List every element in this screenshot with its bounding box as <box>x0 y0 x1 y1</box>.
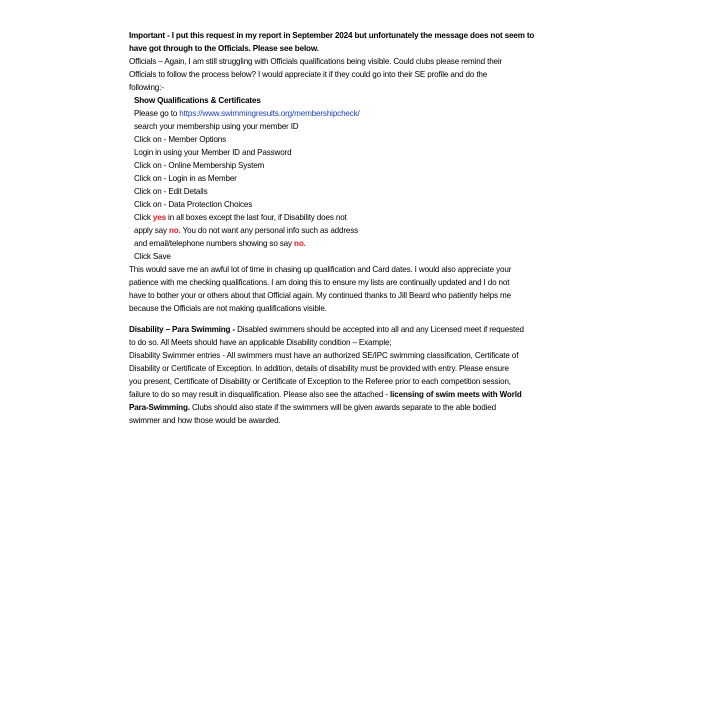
document-body <box>129 29 593 427</box>
step-search: search your membership using your member ID <box>134 122 299 131</box>
closing-paragraph-line: have to bother your or others about that Official again. My continued thanks to Jill Beard who patiently helps me <box>129 291 511 300</box>
important-notice-line: have got through to the Officials. Please see below. <box>129 44 319 53</box>
step-goto-prefix: Please go to <box>134 109 180 118</box>
step-email-no <box>129 237 593 250</box>
step-online-system: Click on - Online Membership System <box>134 161 265 170</box>
step-login: Login in using your Member ID and Password <box>134 148 292 157</box>
paragraph-spacer <box>129 315 593 323</box>
disability-line: to do so. All Meets should have an applicable Disability condition – Example; <box>129 338 392 347</box>
officials-paragraph-line: Officials – Again, I am still struggling with Officials qualifications being visible. Could clubs please remind their <box>129 57 503 66</box>
disability-line <box>129 323 593 336</box>
closing-paragraph-line: This would save me an awful lot of time in chasing up qualification and Card dates. I would also appreciate your <box>129 265 512 274</box>
closing-paragraph-line: patience with me checking qualifications. I am doing this to ensure my lists are continually updated and I do not <box>129 278 510 287</box>
step-click-save: Click Save <box>134 252 171 261</box>
licensing-reference: licensing of swim meets with World <box>390 390 522 399</box>
step-data-protection: Click on - Data Protection Choices <box>134 200 253 209</box>
step-apply-prefix: apply say <box>134 226 169 235</box>
disability-example-line: Disability Swimmer entries - All swimmers must have an authorized SE/IPC swimming classification, Certificate of <box>129 351 519 360</box>
important-notice-line: Important - I put this request in my report in September 2024 but unfortunately the message does not seem to <box>129 31 535 40</box>
step-apply-no <box>129 224 593 237</box>
step-goto <box>129 107 593 120</box>
step-click-yes-prefix: Click <box>134 213 153 222</box>
steps-heading: Show Qualifications & Certificates <box>134 96 261 105</box>
disability-line7-rest: Clubs should also state if the swimmers will be given awards separate to the able bodied <box>189 403 496 412</box>
disability-line <box>129 401 593 414</box>
disability-example-line: you present, Certificate of Disability or Certificate of Exception to the Referee prior to each competition session, <box>129 377 511 386</box>
officials-paragraph-line: following:- <box>129 83 164 92</box>
step-click-yes-suffix: in all boxes except the last four, if Disability does not <box>165 213 347 222</box>
step-edit-details: Click on - Edit Details <box>134 187 208 196</box>
disability-example-line: Disability or Certificate of Exception. In addition, details of disability must be provided with entry. Please ensure <box>129 364 509 373</box>
disability-line1-rest: Disabled swimmers should be accepted into all and any Licensed meet if requested <box>235 325 524 334</box>
closing-paragraph-line: because the Officials are not making qualifications visible. <box>129 304 327 313</box>
step-click-yes <box>129 211 593 224</box>
step-email-prefix: and email/telephone numbers showing so say <box>134 239 295 248</box>
steps-list <box>129 94 593 263</box>
no-highlight: no. <box>294 239 306 248</box>
no-highlight: no. <box>168 226 181 235</box>
officials-paragraph-line: Officials to follow the process below? I would appreciate it if they could go into their SE profile and do the <box>129 70 488 79</box>
step-apply-suffix: You do not want any personal info such as address <box>180 226 359 235</box>
disability-heading: Disability – Para Swimming - <box>129 325 235 334</box>
step-member-options: Click on - Member Options <box>134 135 227 144</box>
para-swimming-reference: Para-Swimming. <box>129 403 190 412</box>
yes-highlight: yes <box>152 213 166 222</box>
disability-example-line <box>129 388 593 401</box>
disability-line: swimmer and how those would be awarded. <box>129 416 281 425</box>
step-login-member: Click on - Login in as Member <box>134 174 237 183</box>
membership-check-link[interactable]: https://www.swimmingresults.org/membershipcheck/ <box>179 109 360 118</box>
disability-line6-prefix: failure to do so may result in disqualification. Please also see the attached - <box>129 390 391 399</box>
